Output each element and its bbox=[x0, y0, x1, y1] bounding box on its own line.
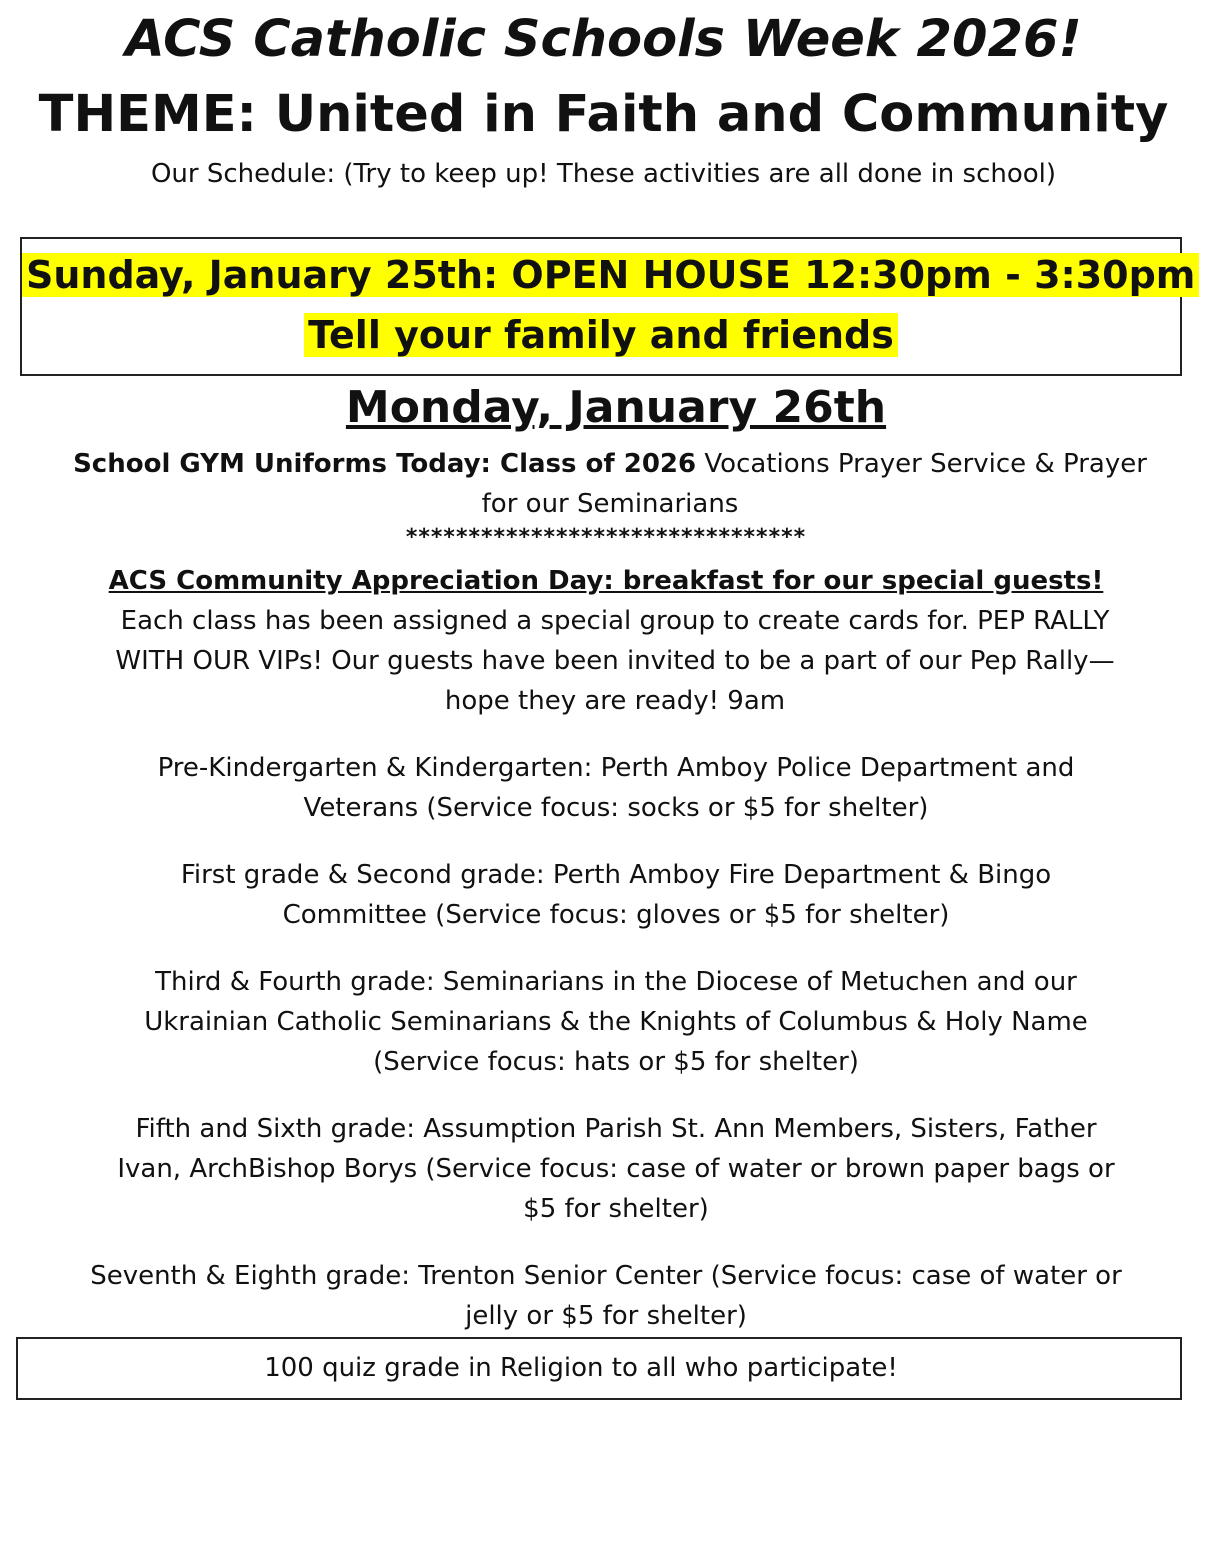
group-prek-k: Pre-Kindergarten & Kindergarten: Perth Amboy Police Department and Veterans (Service focus: socks or $5 for shelter) bbox=[157, 753, 1075, 823]
appreciation-heading: ACS Community Appreciation Day: breakfast for our special guests! bbox=[108, 566, 1104, 596]
group-third-fourth: Third & Fourth grade: Seminarians in the Diocese of Metuchen and our Ukrainian Catholic Seminarians & the Knights of Columbus & Holy Name (Service focus: hats or $5 for shelter) bbox=[144, 967, 1088, 1077]
tell-friends-line bbox=[22, 309, 1180, 361]
quiz-grade-box bbox=[16, 1337, 1182, 1400]
open-house-text: Sunday, January 25th: OPEN HOUSE 12:30pm - 3:30pm bbox=[22, 253, 1199, 297]
appreciation-text: Each class has been assigned a special group to create cards for. PEP RALLY WITH OUR VIPs! Our guests have been invited to be a part of our Pep Rally— hope they are ready! 9am bbox=[115, 606, 1115, 716]
group-first-second: First grade & Second grade: Perth Amboy Fire Department & Bingo Committee (Service focus: gloves or $5 for shelter) bbox=[180, 860, 1052, 930]
group-fifth-sixth: Fifth and Sixth grade: Assumption Parish St. Ann Members, Sisters, Father Ivan, ArchBishop Borys (Service focus: case of water or brown paper bags or $5 for shelter) bbox=[117, 1114, 1115, 1224]
star-divider: ******************************** bbox=[405, 525, 807, 550]
open-house-box bbox=[20, 237, 1196, 376]
group-seventh-eighth: Seventh & Eighth grade: Trenton Senior Center (Service focus: case of water or jelly or $5 for shelter) bbox=[90, 1261, 1122, 1331]
open-house-line bbox=[22, 249, 1196, 301]
theme-heading: THEME: United in Faith and Community bbox=[38, 85, 1169, 144]
gym-uniform-text: Vocations Prayer Service & Prayer for our Seminarians bbox=[481, 449, 1147, 519]
gym-uniform-bold: School GYM Uniforms Today: Class of 2026 bbox=[73, 449, 697, 479]
page-title: ACS Catholic Schools Week 2026! bbox=[125, 10, 1082, 69]
monday-heading: Monday, January 26th bbox=[345, 382, 887, 433]
quiz-grade-note: 100 quiz grade in Religion to all who participate! bbox=[264, 1353, 898, 1383]
gym-uniform-note bbox=[60, 444, 1160, 524]
tell-friends-text: Tell your family and friends bbox=[304, 313, 898, 357]
schedule-note: Our Schedule: (Try to keep up! These activities are all done in school) bbox=[150, 159, 1057, 189]
